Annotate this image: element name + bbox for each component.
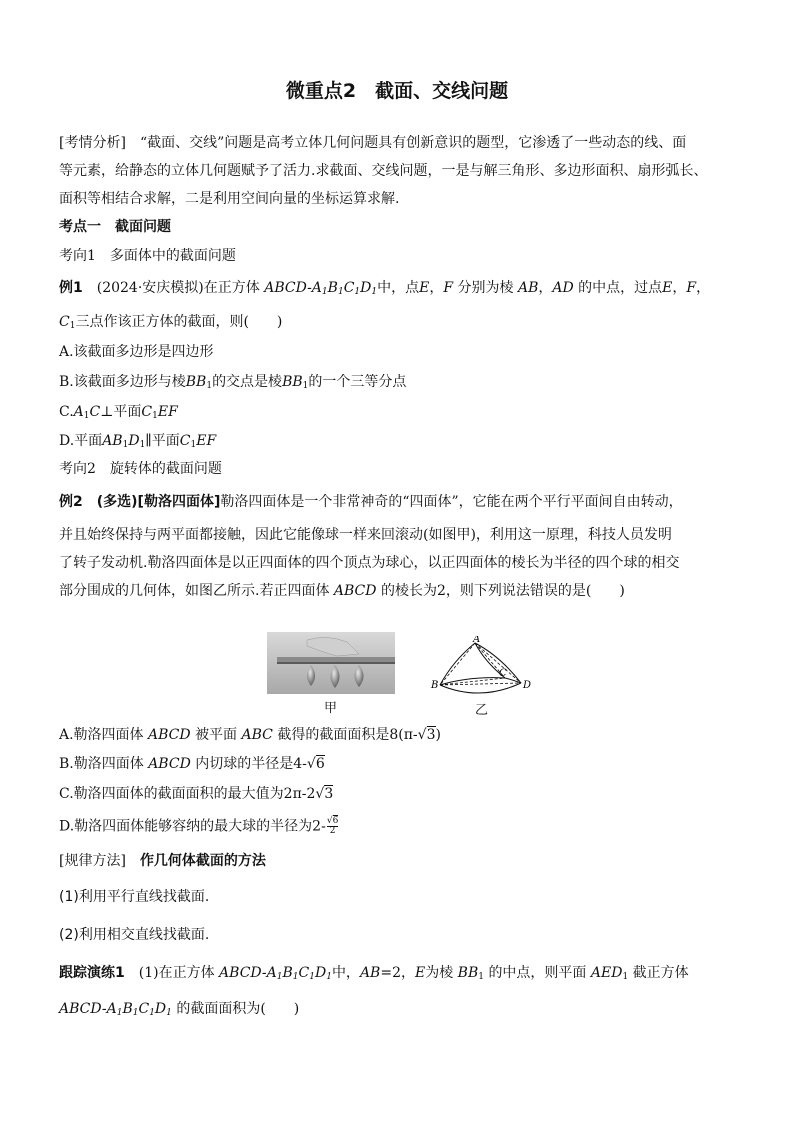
ex1-text: 中，点 xyxy=(377,280,420,296)
ex2-opt-text: B.勒洛四面体 xyxy=(59,756,144,772)
ex2-opt-text: 截得的截面面积是8(π- xyxy=(277,727,418,743)
ex2-opt-text: C.勒洛四面体的截面面积的最大值为2π-2 xyxy=(59,786,316,802)
ex2-option-d xyxy=(59,817,338,836)
practice-text: AB xyxy=(359,965,381,981)
point-c-label: C xyxy=(499,668,507,679)
ex1-opt-text: D.平面 xyxy=(59,433,103,449)
ex1-source: (2024·安庆模拟) xyxy=(96,280,204,296)
ex1-option-a: A.该截面多边形是四边形 xyxy=(59,344,214,360)
ex2-opt-text: ) xyxy=(435,727,441,743)
ex1-option-b: B.该截面多边形与棱$BB_1$的交点是棱$BB_1$的一个三等分点 xyxy=(59,374,407,391)
ex2-line-2: 并且始终保持与两平面都接触，因此它能像球一样来回滚动(如图甲)，利用这一原理，科技人员发明 xyxy=(59,527,672,543)
practice-text: 的截面面积为( ) xyxy=(176,1001,300,1017)
ex1-opt-text: 的一个三等分点 xyxy=(308,374,407,390)
ex1-text: 的中点，过点 xyxy=(578,280,663,296)
practice-line-2: ABCD-$A_1B_1C_1D_1$ 的截面面积为( ) xyxy=(59,1001,300,1018)
sqrt-radicand: 3 xyxy=(426,727,436,743)
ex2-option-b: B.勒洛四面体 ABCD 内切球的半径是4-√6 xyxy=(59,756,325,772)
ex1-text: 分别为棱 xyxy=(457,280,514,296)
practice-text: 中， xyxy=(331,965,360,981)
figure-yi-caption: 乙 xyxy=(475,703,489,718)
point-d-label: D xyxy=(523,680,532,691)
ex2-text: 勒洛四面体是一个非常神奇的“四面体”，它能在两个平行平面间自由转动， xyxy=(220,494,683,510)
ex2-opt-text: A.勒洛四面体 xyxy=(59,727,144,743)
sqrt-radicand: 6 xyxy=(315,756,325,772)
point-b-label: B xyxy=(431,680,439,691)
intro-label: [考情分析] xyxy=(59,135,126,151)
ex2-line-4: 部分围成的几何体，如图乙所示.若正四面体 ABCD 的棱长为2，则下列说法错误的是( ) xyxy=(59,583,625,599)
practice-text: 为棱 xyxy=(425,965,454,981)
ex2-opt-text: 内切球的半径是4- xyxy=(195,756,307,772)
direction-2: 考向2 旋转体的截面问题 xyxy=(59,461,222,477)
ex1-line-2: $C_1$三点作该正方体的截面，则( ) xyxy=(59,314,283,331)
intro-line-2: 等元素，给静态的立体几何题赋予了活力.求截面、交线问题，一是与解三角形、多边形面积、扇形弧长、 xyxy=(59,163,708,179)
method-heading xyxy=(59,853,266,869)
method-title: 作几何体截面的方法 xyxy=(139,853,266,869)
fraction-denominator: 2 xyxy=(329,826,336,836)
ex2-text: 的棱长为2，则下列说法错误的是( ) xyxy=(380,583,625,599)
page-title: 微重点2 截面、交线问题 xyxy=(285,80,509,102)
section-heading: 考点一 截面问题 xyxy=(59,219,171,235)
intro-line-1 xyxy=(59,135,686,151)
ex2-tag: (多选)[勒洛四面体] xyxy=(96,494,221,510)
method-item-1: (1)利用平行直线找截面. xyxy=(59,889,210,905)
figure-jia-photo xyxy=(267,632,395,694)
ex2-line-1 xyxy=(59,494,683,510)
method-label: [规律方法] xyxy=(59,853,126,869)
ex2-option-c: C.勒洛四面体的截面面积的最大值为2π-2√3 xyxy=(59,786,334,802)
ex2-opt-text: 被平面 xyxy=(195,727,238,743)
ex1-text: 在正方体 xyxy=(203,280,260,296)
fraction: $\frac{√6}{2}$ xyxy=(326,816,339,836)
practice-text: (1)在正方体 xyxy=(138,965,215,981)
intro-text-1: “截面、交线”问题是高考立体几何问题具有创新意识的题型，它渗透了一些动态的线、面 xyxy=(139,135,687,151)
ex2-opt-text: D.勒洛四面体能够容纳的最大球的半径为2- xyxy=(59,818,326,835)
practice-line-1: 跟踪演练1 (1)在正方体 ABCD-$A_1B_1C_1D_1$中，AB=2，E为棱 $BB_1$ 的中点，则平面 $AED_1$ 截正方体 xyxy=(59,965,689,982)
ex1-opt-text: ∥平面 xyxy=(145,433,180,449)
point-a-label: A xyxy=(473,636,481,645)
ex2-text: 部分围成的几何体，如图乙所示.若正四面体 xyxy=(59,583,330,599)
ex2-option-a: A.勒洛四面体 ABCD 被平面 ABC 截得的截面面积是8(π-√3) xyxy=(59,727,441,743)
ex1-line-1: 例1 (2024·安庆模拟)在正方体 ABCD-$A_1B_1C_1D_1$中，点E，F 分别为棱 AB，AD 的中点，过点E，F， xyxy=(59,280,711,297)
direction-1: 考向1 多面体中的截面问题 xyxy=(59,248,236,264)
ex1-label: 例1 xyxy=(59,280,83,296)
ex2-label: 例2 xyxy=(59,494,83,510)
practice-label: 跟踪演练1 xyxy=(59,965,125,981)
ex1-option-c: $C.A_1C\perp$平面$C_1EF$ xyxy=(59,404,178,421)
ex1-opt-text: 的交点是棱 xyxy=(212,374,283,390)
figure-jia-caption: 甲 xyxy=(324,701,338,716)
ex1-text: 三点作该正方体的截面，则( ) xyxy=(75,314,283,330)
ex1-opt-text: ⊥平面 xyxy=(100,404,142,420)
figure-yi-diagram xyxy=(425,636,537,702)
practice-text: =2， xyxy=(380,965,415,981)
sqrt-radicand: 3 xyxy=(324,786,334,802)
method-item-2: (2)利用相交直线找截面. xyxy=(59,927,210,943)
practice-text: 的中点，则平面 xyxy=(488,965,587,981)
practice-text: 截正方体 xyxy=(632,965,689,981)
sqrt-radicand: 6 xyxy=(332,816,339,826)
ex1-option-d: D.平面$AB_1D_1\parallel$平面$C_1EF$ xyxy=(59,433,217,450)
intro-line-3: 面积等相结合求解，二是利用空间向量的坐标运算求解. xyxy=(59,191,400,207)
ex2-line-3: 了转子发动机.勒洛四面体是以正四面体的四个顶点为球心，以正四面体的棱长为半径的四个球的相交 xyxy=(59,555,680,571)
ex1-opt-text: C. xyxy=(59,404,74,420)
ex1-opt-text: B.该截面多边形与棱 xyxy=(59,374,186,390)
